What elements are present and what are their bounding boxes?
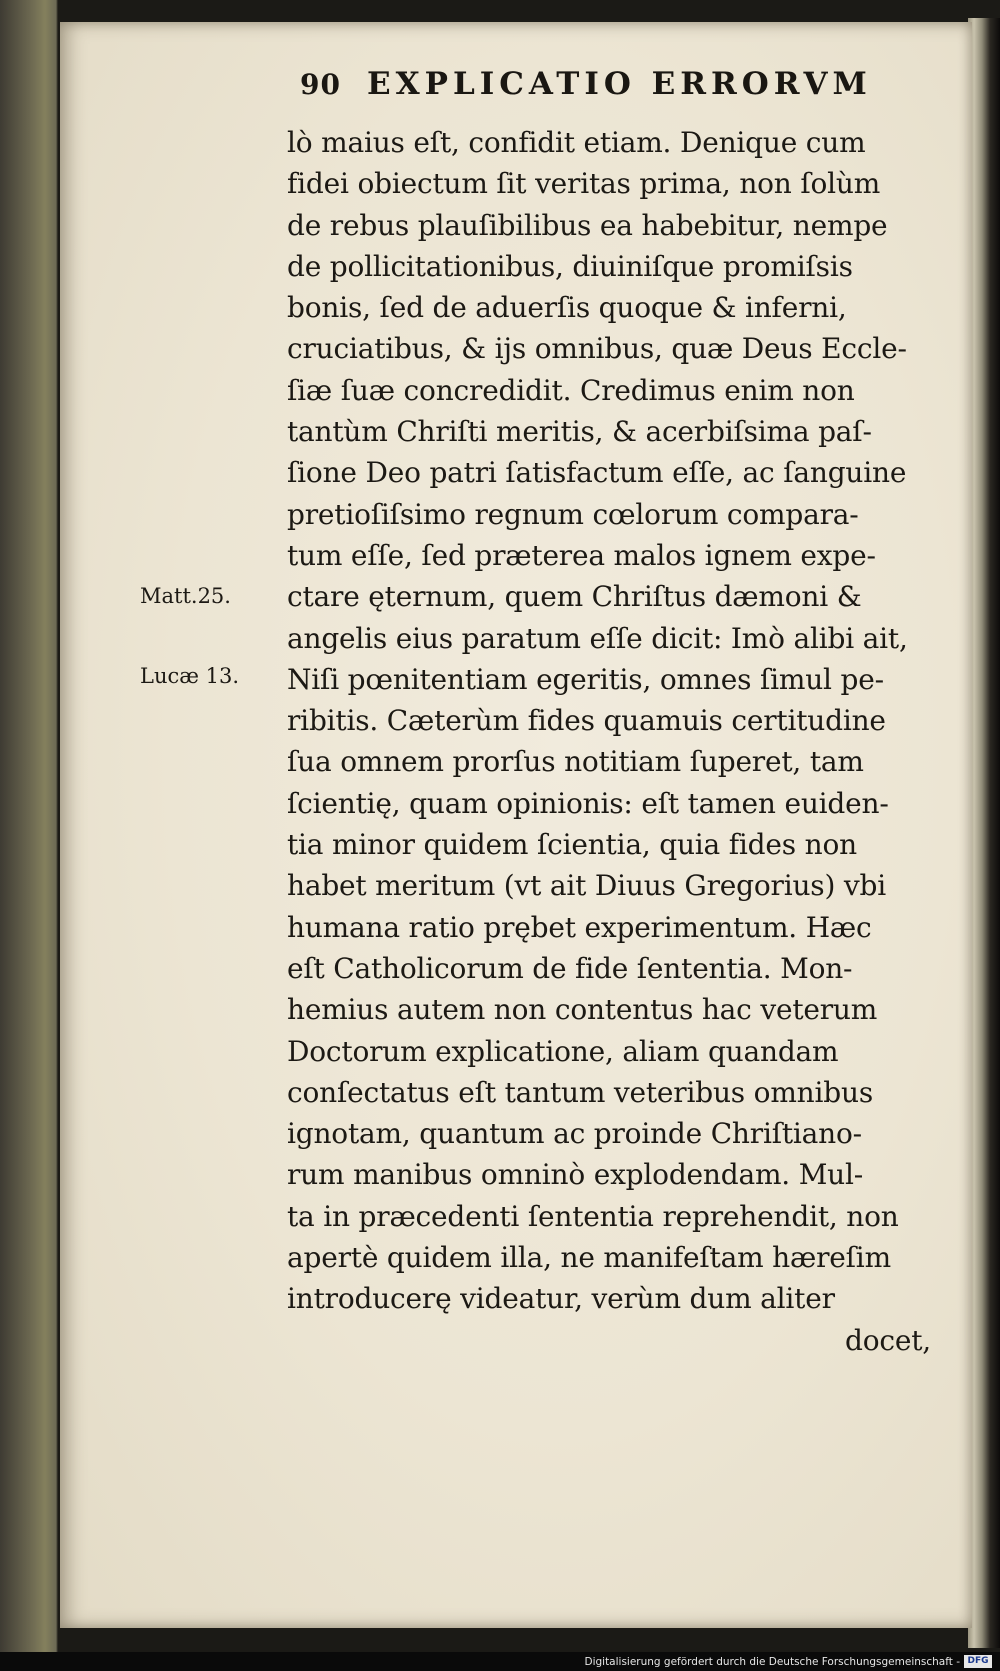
text-line: ta in præcedenti ſententia reprehendit, non bbox=[287, 1199, 899, 1233]
text-line: cruciatibus, & ijs omnibus, quæ Deus Eccle- bbox=[287, 332, 907, 366]
text-line: Doctorum explicatione, aliam quandam bbox=[287, 1034, 839, 1068]
text-line: humana ratio prębet experimentum. Hæc bbox=[287, 910, 872, 944]
catchword: docet, bbox=[845, 1323, 931, 1357]
text-line: angelis eius paratum eſſe dicit: Imò alibi ait, bbox=[287, 621, 908, 655]
page-fore-edge bbox=[968, 18, 1000, 1648]
text-line: bonis, ſed de aduerſis quoque & inferni, bbox=[287, 291, 847, 325]
text-line: ribitis. Cæterùm fides quamuis certitudine bbox=[287, 704, 886, 738]
margin-note-matthew: Matt.25. bbox=[140, 584, 231, 608]
text-line: introducerę videatur, verùm dum aliter bbox=[287, 1282, 835, 1316]
page-header bbox=[300, 66, 900, 120]
text-line: de pollicitationibus, diuiniſque promiſsis bbox=[287, 249, 853, 283]
text-line: fidei obiectum ſit veritas prima, non ſolùm bbox=[287, 167, 881, 201]
text-line: hemius autem non contentus hac veterum bbox=[287, 993, 878, 1027]
running-head: EXPLICATIO ERRORVM bbox=[366, 66, 872, 102]
text-line: de rebus plauſibilibus ea habebitur, nempe bbox=[287, 208, 888, 242]
text-line: lò maius eſt, confidit etiam. Denique cum bbox=[287, 126, 866, 159]
digitization-credit: Digitalisierung gefördert durch die Deutsche Forschungsgemeinschaft - bbox=[584, 1656, 960, 1668]
text-line: Niſi pœnitentiam egeritis, omnes ſimul pe- bbox=[287, 662, 884, 696]
margin-note-luke: Lucæ 13. bbox=[140, 664, 240, 688]
text-line: ſione Deo patri ſatisfactum eſſe, ac ſanguine bbox=[287, 456, 907, 490]
text-line: apertè quidem illa, ne manifeſtam hæreſim bbox=[287, 1241, 891, 1275]
text-line: ctare ęternum, quem Chriſtus dæmoni & bbox=[287, 580, 862, 614]
body-text bbox=[287, 122, 937, 1361]
dfg-logo: DFG bbox=[964, 1655, 992, 1668]
text-line: tantùm Chriſti meritis, & acerbiſsima paſ- bbox=[287, 415, 872, 449]
text-line: tum eſſe, ſed præterea malos ignem expe- bbox=[287, 538, 876, 572]
text-line: pretioſiſsimo regnum cœlorum compara- bbox=[287, 497, 859, 531]
text-line: ſiæ ſuæ concredidit. Credimus enim non bbox=[287, 373, 855, 407]
text-line: ignotam, quantum ac proinde Chriſtiano- bbox=[287, 1117, 862, 1151]
text-line: ſua omnem prorſus notitiam ſuperet, tam bbox=[287, 745, 864, 779]
text-line: ſcientię, quam opinionis: eſt tamen euiden- bbox=[287, 786, 889, 820]
text-line: habet meritum (vt ait Diuus Gregorius) vbi bbox=[287, 869, 886, 903]
text-line: rum manibus omninò explodendam. Mul- bbox=[287, 1158, 864, 1192]
text-line: conſectatus eſt tantum veteribus omnibus bbox=[287, 1075, 873, 1109]
text-line: tia minor quidem ſcientia, quia fides non bbox=[287, 828, 857, 862]
page-number: 90 bbox=[300, 68, 341, 101]
text-line: eſt Catholicorum de fide ſententia. Mon- bbox=[287, 951, 853, 985]
